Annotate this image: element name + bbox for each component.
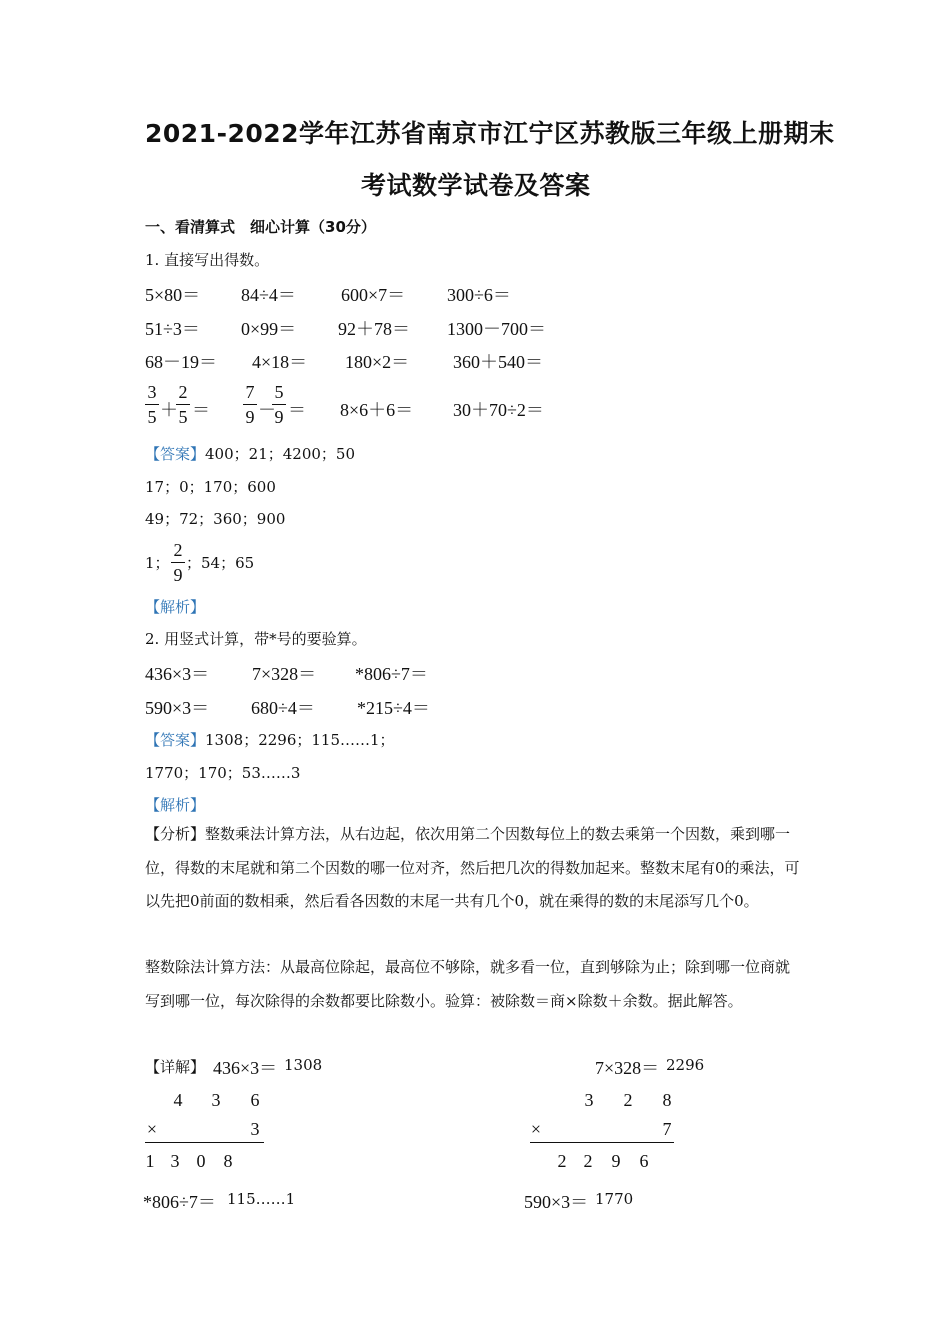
q1-expr: 300÷6＝ xyxy=(447,285,511,305)
fraction: 2 5 xyxy=(176,382,190,427)
vertical-rule xyxy=(145,1142,264,1143)
q1-expr: 180×2＝ xyxy=(345,352,410,372)
vertical-digit: 7 xyxy=(662,1119,672,1139)
answer-line: 1770；170；53……3 xyxy=(145,764,301,782)
vertical-digit: 8 xyxy=(223,1151,233,1171)
q1-expr: 1300－700＝ xyxy=(447,319,546,339)
q2-expr: 590×3＝ xyxy=(145,698,210,718)
vertical-digit: 3 xyxy=(584,1090,594,1110)
detail-result: 115……1 xyxy=(227,1190,296,1208)
fraction: 3 5 xyxy=(145,382,159,427)
title-line-2: 考试数学试卷及答案 xyxy=(361,171,591,200)
operator: － xyxy=(258,400,276,420)
q1-expr: 4×18＝ xyxy=(252,352,308,372)
fraction: 7 9 xyxy=(243,382,257,427)
q2-expr: *215÷4＝ xyxy=(357,698,430,718)
detail-expr: 7×328＝ xyxy=(595,1058,660,1078)
answer-line: 17；0；170；600 xyxy=(145,478,276,496)
q1-expr: 8×6＋6＝ xyxy=(340,400,414,420)
vertical-digit: 3 xyxy=(250,1119,260,1139)
equals: ＝ xyxy=(288,400,306,420)
vertical-digit: 9 xyxy=(611,1151,621,1171)
answer-line xyxy=(145,729,395,750)
q1-expr: 51÷3＝ xyxy=(145,319,200,339)
q1-expr: 600×7＝ xyxy=(341,285,406,305)
q1-expr: 92＋78＝ xyxy=(338,319,410,339)
vertical-digit: 2 xyxy=(557,1151,567,1171)
vertical-operator: × xyxy=(530,1119,542,1139)
q2-expr: 680÷4＝ xyxy=(251,698,315,718)
q2-expr: 7×328＝ xyxy=(252,664,317,684)
q1-expr: 84÷4＝ xyxy=(241,285,296,305)
title-line-1: 2021-2022学年江苏省南京市江宁区苏教版三年级上册期末 xyxy=(145,119,835,148)
answer-tag: 【答案】 xyxy=(145,445,206,463)
fraction: 5 9 xyxy=(272,382,286,427)
q2-expr: 436×3＝ xyxy=(145,664,210,684)
vertical-digit: 4 xyxy=(173,1090,183,1110)
answer-line: 49；72；360；900 xyxy=(145,510,286,528)
answer-line xyxy=(145,443,355,464)
q2-prompt: 2. 用竖式计算，带*号的要验算。 xyxy=(145,630,367,648)
answer-text: 1308；2296；115……1； xyxy=(205,731,395,749)
vertical-digit: 6 xyxy=(250,1090,260,1110)
analysis-paragraph-1: 【分析】整数乘法计算方法，从右边起，依次用第二个因数每位上的数去乘第一个因数，乘到哪一位，得数的末尾就和第二个因数的哪一位对齐，然后把几次的得数加起来。整数末尾有0的乘法，可以先把0前面的数相乘，然后看各因数的末尾一共有几个0，就在乘得的数的末尾添写几个0。 xyxy=(145,825,800,910)
detail-expr: *806÷7＝ xyxy=(143,1192,216,1212)
vertical-operator: × xyxy=(146,1119,158,1139)
section-heading: 一、看清算式 细心计算（30分） xyxy=(145,218,376,236)
answer-fraction: 2 9 xyxy=(171,540,185,585)
analysis-tag: 【解析】 xyxy=(145,598,206,616)
vertical-rule xyxy=(530,1142,674,1143)
vertical-digit: 2 xyxy=(623,1090,633,1110)
q1-expr: 360＋540＝ xyxy=(453,352,543,372)
q1-expr: 30＋70÷2＝ xyxy=(453,400,544,420)
detail-expr: 436×3＝ xyxy=(213,1058,278,1078)
detail-result: 1308 xyxy=(284,1056,323,1074)
vertical-digit: 1 xyxy=(145,1151,155,1171)
answer-text: 400；21；4200；50 xyxy=(205,445,355,463)
equals: ＝ xyxy=(192,400,210,420)
detail-result: 1770 xyxy=(595,1190,634,1208)
answer-line: 1； xyxy=(145,554,170,572)
q1-prompt: 1. 直接写出得数。 xyxy=(145,251,270,269)
vertical-digit: 8 xyxy=(662,1090,672,1110)
detail-tag: 【详解】 xyxy=(145,1058,206,1076)
q1-expr: 0×99＝ xyxy=(241,319,297,339)
operator: ＋ xyxy=(160,400,178,420)
answer-tag: 【答案】 xyxy=(145,731,206,749)
vertical-digit: 6 xyxy=(639,1151,649,1171)
q1-expr: 68－19＝ xyxy=(145,352,217,372)
vertical-digit: 0 xyxy=(196,1151,206,1171)
vertical-digit: 3 xyxy=(170,1151,180,1171)
analysis-tag: 【解析】 xyxy=(145,796,206,814)
q1-expr: 5×80＝ xyxy=(145,285,201,305)
detail-result: 2296 xyxy=(666,1056,705,1074)
answer-line: ；54；65 xyxy=(186,554,255,572)
q2-expr: *806÷7＝ xyxy=(355,664,428,684)
vertical-digit: 2 xyxy=(583,1151,593,1171)
vertical-digit: 3 xyxy=(211,1090,221,1110)
analysis-paragraph-2: 整数除法计算方法：从最高位除起，最高位不够除，就多看一位，直到够除为止；除到哪一位商就写到哪一位，每次除得的余数都要比除数小。验算：被除数＝商×除数＋余数。据此解答。 xyxy=(145,958,791,1010)
detail-expr: 590×3＝ xyxy=(524,1192,589,1212)
